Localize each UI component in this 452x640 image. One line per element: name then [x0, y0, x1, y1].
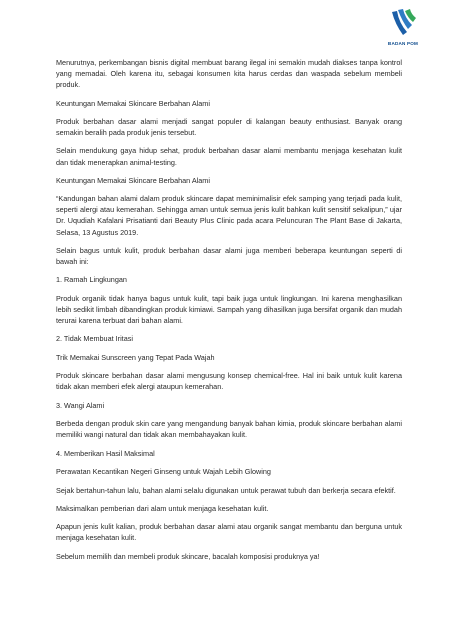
paragraph-populer: Produk berbahan dasar alami menjadi sangat populer di kalangan beauty enthusiast. Banyak orang semakin beralih pada produk jenis tersebut.	[56, 116, 402, 138]
paragraph-gaya-hidup: Selain mendukung gaya hidup sehat, produk berbahan dasar alami membantu menjaga kesehatan kulit dan tidak menerapkan animal-testing.	[56, 146, 402, 167]
paragraph-intro: Menurutnya, perkembangan bisnis digital membuat barang ilegal ini semakin mudah diakses tanpa kontrol yang memadai. Oleh karena itu, sebagai konsumen kita harus cerdas dan waspada sebelum membeli produk.	[56, 58, 402, 90]
paragraph-quote: “Kandungan bahan alami dalam produk skincare dapat meminimalisir efek samping yang terjadi pada kulit, seperti alergi atau kemerahan. Sehingga aman untuk semua jenis kulit bahkan kulit sensitif sekalipun,” ujar Dr. Uqudiah Kafalani Prisatianti dari Beauty Plus Clinic pada acara Peluncuran The Plant Base di Jakarta, Selasa, 13 Agustus 2019.	[56, 194, 402, 237]
subheading-keuntungan-repeat: Keuntungan Memakai Skincare Berbahan Alami	[56, 175, 210, 185]
paragraph-maksimalkan: Maksimalkan pemberian dari alam untuk menjaga kesehatan kulit.	[56, 504, 269, 513]
paragraph-penutup: Sebelum memilih dan membeli produk skincare, bacalah komposisi produknya ya!	[56, 551, 320, 561]
related-link-ginseng: Perawatan Kecantikan Negeri Ginseng untuk Wajah Lebih Glowing	[56, 467, 271, 477]
related-link-sunscreen: Trik Memakai Sunscreen yang Tepat Pada Wajah	[56, 352, 215, 362]
paragraph-chemical-free: Produk skincare berbahan dasar alami mengusung konsep chemical-free. Hal ini baik untuk kulit karena tidak akan memberi efek alergi ataupun kemerahan.	[56, 371, 402, 392]
paragraph-list-intro: Selain bagus untuk kulit, produk berbahan dasar alami juga memberi beberapa keuntungan seperti di bawah ini:	[56, 245, 402, 266]
article-body	[56, 57, 402, 569]
list-heading-3: 3. Wangi Alami	[56, 400, 105, 410]
subheading-keuntungan: Keuntungan Memakai Skincare Berbahan Alami	[56, 98, 210, 108]
badan-pom-logo	[386, 8, 420, 50]
list-heading-2: 2. Tidak Membuat Iritasi	[56, 334, 133, 344]
paragraph-ramah-lingkungan: Produk organik tidak hanya bagus untuk kulit, tapi baik juga untuk lingkungan. Ini karena menghasilkan lebih sedikit limbah dibandingkan produk kimiawi. Sampah yang dihasilkan juga bersifat organik dan mudah terurai karena terbuat dari bahan alami.	[56, 293, 402, 325]
badan-pom-emblem-icon	[386, 8, 420, 40]
list-heading-4: 4. Memberikan Hasil Maksimal	[56, 448, 155, 458]
paragraph-apapun: Apapun jenis kulit kalian, produk berbahan dasar alami atau organik sangat membantu dan berguna untuk menjaga kesehatan kulit.	[56, 522, 402, 543]
paragraph-bertahun-tahun: Sejak bertahun-tahun lalu, bahan alami selalu digunakan untuk perawat tubuh dan berkerja secara efektif.	[56, 485, 396, 495]
paragraph-wangi-alami: Berbeda dengan produk skin care yang mengandung banyak bahan kimia, produk skincare berbahan alami memiliki wangi natural dan tidak akan membahayakan kulit.	[56, 419, 402, 440]
list-heading-1: 1. Ramah Lingkungan	[56, 275, 127, 285]
logo-text: BADAN POM	[387, 41, 419, 46]
